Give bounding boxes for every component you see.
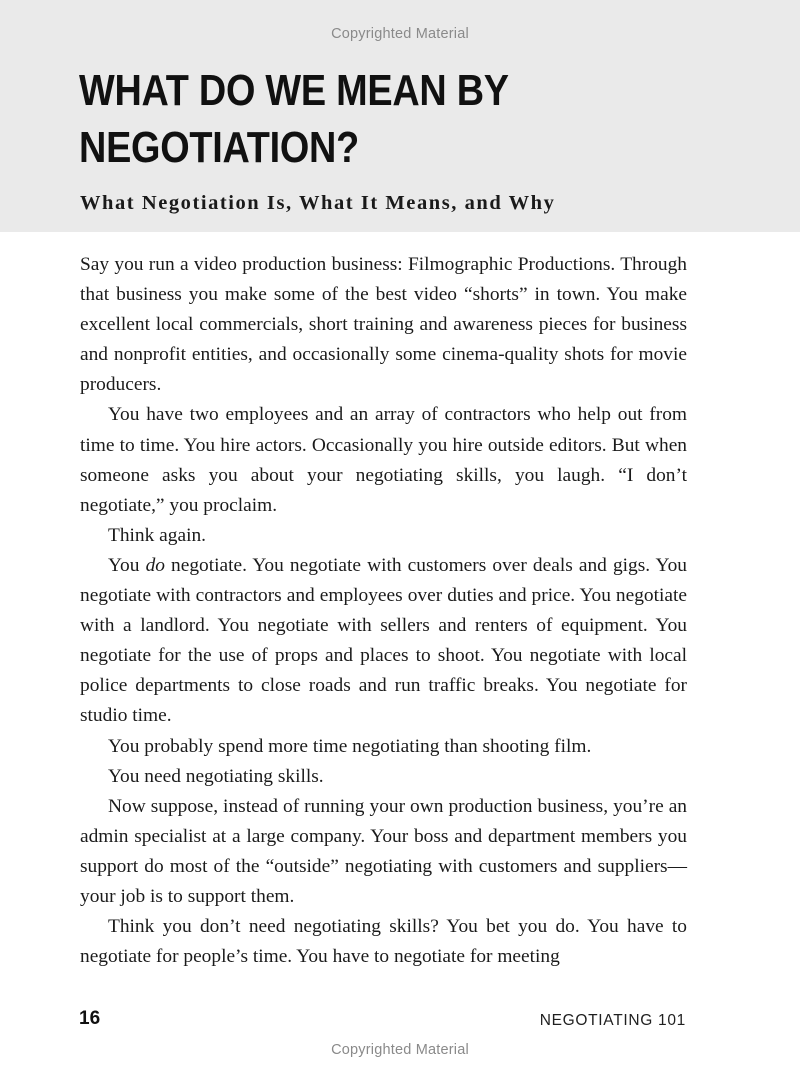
- paragraph: Say you run a video production business: Filmographic Productions. Through that business you make some of the best video “shorts” in town. You make excellent local commercials, short training and awareness pieces for business and nonprofit entities, and occasionally some cinema-quality shots for movie producers.: [80, 254, 687, 396]
- page-number: 16: [79, 1008, 101, 1029]
- paragraph-text-after-emphasis: negotiate. You negotiate with customers over deals and gigs. You negotiate with contractors and employees over duties and price. You negotiate with a landlord. You negotiate with sellers and renters of equipment. You negotiate for the use of props and places to shoot. You negotiate with local police departments to close roads and run traffic breaks. You negotiate for studio time.: [80, 554, 687, 727]
- chapter-title-line-1: WHAT DO WE MEAN BY: [79, 66, 509, 115]
- paragraph: You need negotiating skills.: [108, 765, 324, 787]
- paragraph: Think you don’t need negotiating skills? You bet you do. You have to negotiate for people’s time. You have to negotiate for meeting: [80, 916, 687, 968]
- paragraph: Think again.: [108, 524, 207, 546]
- body-text-column: [80, 250, 687, 972]
- running-head: NEGOTIATING 101: [539, 1012, 686, 1029]
- paragraph-with-emphasis: [80, 551, 687, 732]
- copyright-watermark-bottom: Copyrighted Material: [331, 1042, 469, 1058]
- chapter-subtitle: What Negotiation Is, What It Means, and Why: [80, 192, 556, 214]
- paragraph: You probably spend more time negotiating than shooting film.: [108, 735, 592, 757]
- copyright-watermark-top: Copyrighted Material: [331, 26, 469, 42]
- chapter-title-line-2: NEGOTIATION?: [79, 123, 359, 172]
- paragraph-text-before-emphasis: You: [108, 554, 146, 576]
- emphasized-word: do: [145, 554, 165, 576]
- page-footer: [0, 1008, 800, 1038]
- paragraph: You have two employees and an array of contractors who help out from time to time. You hire actors. Occasionally you hire outside editors. But when someone asks you about your negotiating skills, you laugh. “I don’t negotiate,” you proclaim.: [80, 404, 687, 516]
- paragraph: Now suppose, instead of running your own production business, you’re an admin specialist at a large company. Your boss and department members you support do most of the “outside” negotiating with customers and suppliers—your job is to support them.: [80, 795, 687, 907]
- chapter-title: [79, 62, 629, 176]
